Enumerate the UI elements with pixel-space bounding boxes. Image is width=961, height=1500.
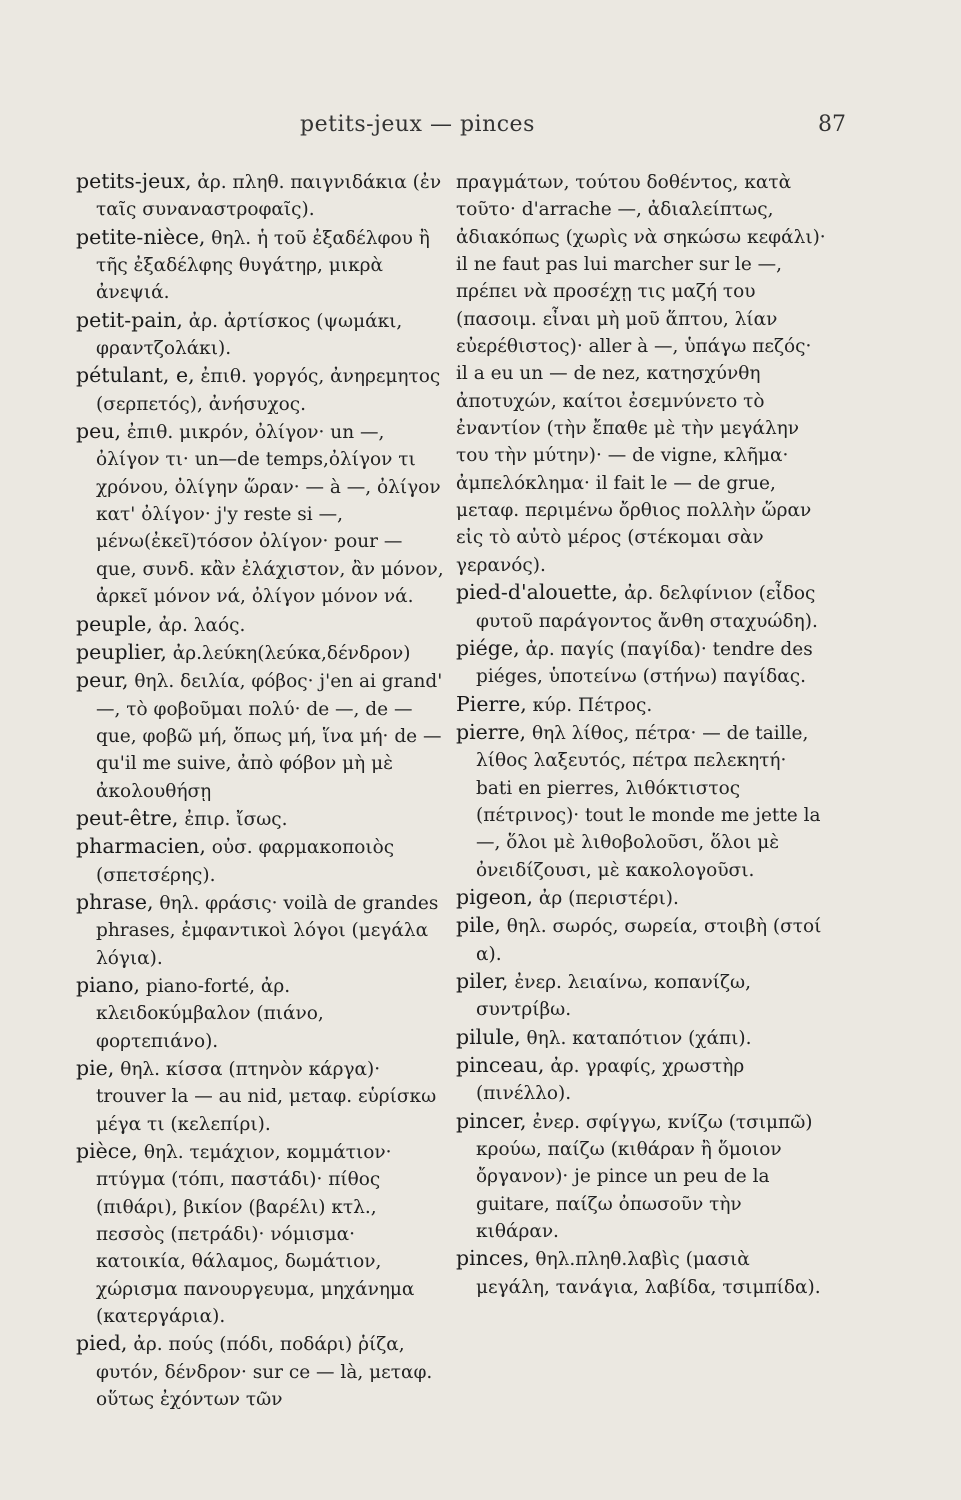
entry <box>76 805 446 833</box>
entry-text: ἐνερ. σφίγγω, κνίζω (τσιμπῶ) κρούω, παίζω (κιθάραν ἢ ὅμοιον ὄργανον)· je pince un peu de la guitare, παίζω ὀπωσοῦν τὴν κιθάραν. <box>476 1111 813 1243</box>
entry-text: ἐπιθ. μικρόν, ὀλίγον· un —, ὀλίγον τι· un—de temps,ὀλίγον τι χρόνου, ὀλίγην ὥραν· — à —, ὀλίγον κατ' ὀλίγον· j'y reste si —, μένω(ἐκεῖ)τόσον ὀλίγον· pour — que, συνδ. κἂν ἐλάχιστον, ἂν μόνον, ἀρκεῖ μόνον νά, ὀλίγον μόνον νά. <box>96 422 444 608</box>
entry <box>76 972 446 1055</box>
entry <box>76 639 446 667</box>
entry-headword: pigeon, <box>456 884 533 909</box>
entry-headword: pharmacien, <box>76 834 206 859</box>
entry-text: θηλ. φράσις· voilà de grandes phrases, ἐμφαντικοὶ λόγοι (μεγάλα λόγια). <box>96 892 439 969</box>
entry <box>456 719 826 884</box>
entry <box>76 307 446 363</box>
entry-headword: pilule, <box>456 1024 521 1049</box>
entry <box>456 579 826 635</box>
entry-text: ἀρ.λεύκη(λεύκα,δένδρον) <box>166 642 411 664</box>
page-header <box>0 112 961 152</box>
entry <box>76 1330 446 1413</box>
entry <box>456 912 826 968</box>
entry-text: ἐπιρ. ἴσως. <box>178 808 288 830</box>
entry <box>456 691 826 719</box>
entry-headword: Pierre, <box>456 691 527 716</box>
entry-headword: pile, <box>456 913 501 938</box>
right-column <box>456 168 826 1301</box>
entry <box>76 168 446 224</box>
entry <box>456 1108 826 1246</box>
entry <box>76 1055 446 1138</box>
entry <box>76 362 446 418</box>
entry-text: θηλ. καταπότιον (χάπι). <box>520 1027 752 1049</box>
entry-headword: pincer, <box>456 1108 527 1133</box>
entry-headword: pétulant, e, <box>76 363 195 388</box>
entry-text: ἀρ. δελφίνιον (εἶδος φυτοῦ παράγοντος ἄνθη σταχυώδη). <box>476 583 818 632</box>
entry-text: θηλ. ἡ τοῦ ἐξαδέλφου ἢ τῆς ἐξαδέλφης θυγάτηρ, μικρὰ ἀνεψιά. <box>96 227 430 304</box>
entry-text: θηλ. σωρός, σωρεία, στοιβὴ (στοί α). <box>476 916 822 965</box>
entry-headword: piége, <box>456 635 520 660</box>
entry-text: ἀρ. πούς (πόδι, ποδάρι) ῥίζα, φυτόν, δένδρον· sur ce — là, μεταφ. οὕτως ἐχόντων τῶν <box>96 1334 433 1411</box>
page-number: 87 <box>818 112 846 137</box>
running-title: petits-jeux — pinces <box>300 112 535 137</box>
entry-headword: pied, <box>76 1331 128 1356</box>
entry-text: ἐπιθ. γοργός, ἀνηρεμητος (σερπετός), ἀνήσυχος. <box>96 366 441 415</box>
entry-headword: pinces, <box>456 1246 530 1271</box>
entry-headword: peuple, <box>76 611 153 636</box>
entry-continuation <box>456 168 826 579</box>
entry-text: ἀρ. γραφίς, χρωστὴρ (πινέλλο). <box>476 1056 745 1105</box>
entry-text: θηλ λίθος, πέτρα· — de taille, λίθος λαξευτός, πέτρα πελεκητή· bati en pierres, λιθόκτιστος (πέτρινος)· tout le monde me jette la —, ὅλοι μὲ λιθοβολοῦσι, ὅλοι μὲ ὀνειδίζουσι, μὲ κακολογοῦσι. <box>476 722 821 881</box>
entry <box>76 1138 446 1330</box>
entry-text: θηλ. κίσσα (πτηνὸν κάργα)· trouver la — au nid, μεταφ. εὑρίσκω μέγα τι (κελεπίρι). <box>96 1059 437 1135</box>
entry-headword: pièce, <box>76 1139 138 1164</box>
entry-text: οὐσ. φαρμακοποιὸς (σπετσέρης). <box>96 837 395 886</box>
entry-text: θηλ. τεμάχιον, κομμάτιον· πτύγμα (τόπι, παστάδι)· πίθος (πιθάρι), βικίον (βαρέλι) κτλ., πεσσὸς (πετράδι)· νόμισμα· κατοικία, θάλαμος, δωμάτιον, χώρισμα πανουργευμα, μηχάνημα (κατεργάρια). <box>96 1142 415 1328</box>
entry <box>456 1052 826 1108</box>
entry <box>456 635 826 691</box>
entry-text: ἀρ. ἀρτίσκος (ψωμάκι, φραντζολάκι). <box>96 310 403 360</box>
entry-text: θηλ.πληθ.λαβὶς (μασιὰ μεγάλη, τανάγια, λαβίδα, τσιμπίδα). <box>476 1249 821 1298</box>
entry-headword: piler, <box>456 968 509 993</box>
entry-headword: pierre, <box>456 719 527 744</box>
entry-headword: petits-jeux, <box>76 169 192 193</box>
entry <box>76 224 446 307</box>
entry-text: ἀρ. πληθ. παιγνιδάκια (ἐν ταῖς συναναστροφαῖς). <box>96 172 442 221</box>
entry-text: πραγμάτων, τούτου δοθέντος, κατὰ τοῦτο· d'arrache —, ἀδιαλείπτως, ἀδιακόπως (χωρὶς νὰ σηκώσω κεφάλι)· il ne faut pas lui marcher sur le —, πρέπει νὰ προσέχῃ τις μαζή του (πασοιμ. εἶναι μὴ μοῦ ἅπτου, λίαν εὐερέθιστος)· aller à —, ὑπάγω πεζός· il a eu un — de nez, κατησχύνθη ἀποτυχών, καίτοι ἐσεμνύνετο τὸ ἐναντίον (τὴν ἔπαθε μὲ τὴν μεγάλην του τὴν μύτην)· — de vigne, κλῆμα· ἀμπελόκλημα· il fait le — de grue, μεταφ. περιμένω ὄρθιος πολλὴν ὥραν εἰς τὸ αὐτὸ μέρος (στέκομαι σὰν γερανός). <box>456 172 826 576</box>
entry-text: ἀρ. λαός. <box>152 614 246 636</box>
entry-text: piano-forté, ἀρ. κλειδοκύμβαλον (πιάνο, φορτεπιάνο). <box>96 975 324 1052</box>
entry-headword: peu, <box>76 419 121 444</box>
entry-text: κύρ. Πέτρος. <box>526 694 653 716</box>
entry-headword: pinceau, <box>456 1053 545 1077</box>
entry <box>456 968 826 1024</box>
entry-headword: phrase, <box>76 889 154 914</box>
entry <box>76 418 446 610</box>
entry-headword: pied-d'alouette, <box>456 580 619 605</box>
entry-headword: petit-pain, <box>76 307 183 332</box>
entry-text: ἀρ (περιστέρι). <box>533 887 679 909</box>
entry-headword: peur, <box>76 668 129 693</box>
entry-text: θηλ. δειλία, φόβος· j'en ai grand' —, τὸ φοβοῦμαι πολύ· de —, de — que, φοβῶ μή, ὅπως μή, ἵνα μή· de — qu'il me suive, ἀπὸ φόβον μὴ μὲ ἀκολουθήσῃ <box>96 671 443 802</box>
entry-headword: petite-nièce, <box>76 224 206 249</box>
entry <box>456 1024 826 1052</box>
entry-headword: piano, <box>76 972 140 997</box>
left-column <box>76 168 446 1413</box>
entry <box>76 611 446 639</box>
entry-headword: peut-être, <box>76 805 179 830</box>
entry <box>76 889 446 972</box>
entry-text: ἀρ. παγίς (παγίδα)· tendre des piéges, ὑποτείνω (στήνω) παγίδας. <box>476 638 813 688</box>
entry <box>76 667 446 805</box>
entry <box>76 833 446 889</box>
entry-headword: peuplier, <box>76 639 167 664</box>
entry <box>456 1245 826 1301</box>
entry-headword: pie, <box>76 1056 115 1080</box>
entry <box>456 884 826 912</box>
entry-text: ἐνερ. λειαίνω, κοπανίζω, συντρίβω. <box>476 971 751 1021</box>
